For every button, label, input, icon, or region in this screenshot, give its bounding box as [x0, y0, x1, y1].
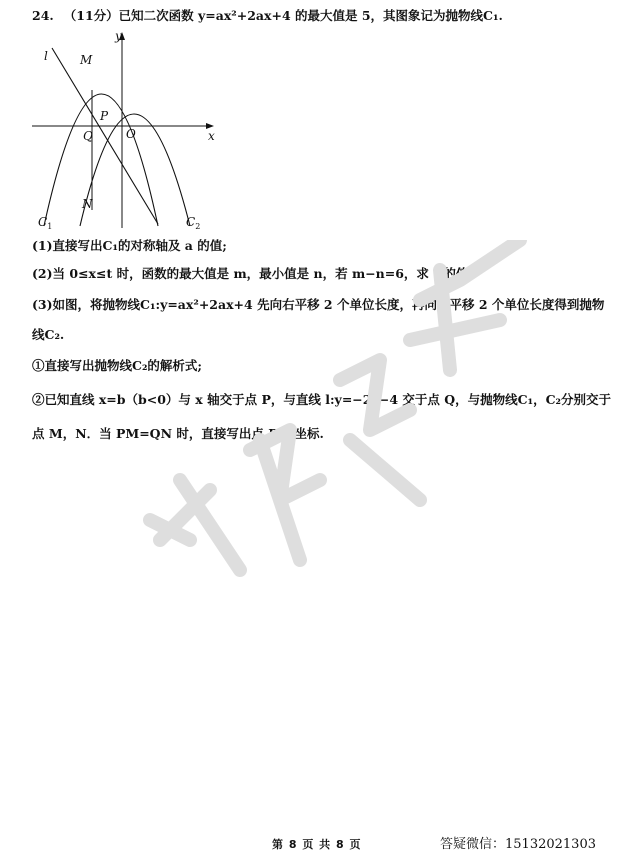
label-C1	[38, 215, 52, 230]
watermark	[120, 240, 540, 600]
watermark-svg	[120, 240, 540, 600]
label-Q: Q	[83, 129, 93, 143]
question-part-3-sub-2-line-2: 点 M，N．当 PM=QN 时，直接写出点 P 的坐标.	[32, 426, 324, 441]
question-stem: （11分）已知二次函数 y=ax²+2ax+4 的最大值是 5，其图象记为抛物线C₁.	[63, 8, 503, 23]
parabola-figure	[30, 30, 220, 230]
label-O: O	[126, 127, 136, 141]
watermark-stroke-2	[250, 430, 320, 560]
label-M: M	[80, 53, 93, 67]
watermark-stroke-1	[150, 480, 240, 570]
label-C2	[186, 215, 200, 230]
question-part-3-sub-1: ①直接写出抛物线C₂的解析式;	[32, 358, 203, 373]
question-part-2: (2)当 0≤x≤t 时，函数的最大值是 m，最小值是 n，若 m−n=6，求 t 的值;	[32, 266, 474, 281]
question-part-1: (1)直接写出C₁的对称轴及 a 的值;	[32, 238, 227, 253]
question-line-1	[32, 8, 503, 24]
question-number: 24.	[32, 8, 54, 23]
page-footer: 第 8 页 共 8 页	[272, 838, 362, 851]
label-x: x	[208, 129, 215, 143]
watermark-stroke-3	[340, 360, 420, 500]
label-y: y	[115, 30, 122, 43]
label-N: N	[82, 197, 93, 211]
figure-svg	[30, 30, 220, 230]
label-C2-main: C	[186, 215, 196, 229]
label-C2-sub: 2	[195, 222, 201, 230]
question-part-3-sub-2-line-1: ②已知直线 x=b（b<0）与 x 轴交于点 P，与直线 l:y=−2x−4 交于点 Q，与抛物线C₁，C₂分别交于	[32, 392, 612, 407]
question-part-3-line-2: 线C₂.	[32, 327, 65, 342]
label-C1-main: C	[38, 215, 48, 229]
line-l	[52, 48, 158, 224]
label-C1-sub: 1	[47, 222, 53, 230]
label-P: P	[100, 109, 109, 123]
label-l: l	[44, 49, 48, 63]
question-part-3-line-1: (3)如图，将抛物线C₁:y=ax²+2ax+4 先向右平移 2 个单位长度，再向下平移 2 个单位长度得到抛物	[32, 297, 605, 312]
contact-note: 答疑微信：15132021303	[440, 837, 596, 852]
